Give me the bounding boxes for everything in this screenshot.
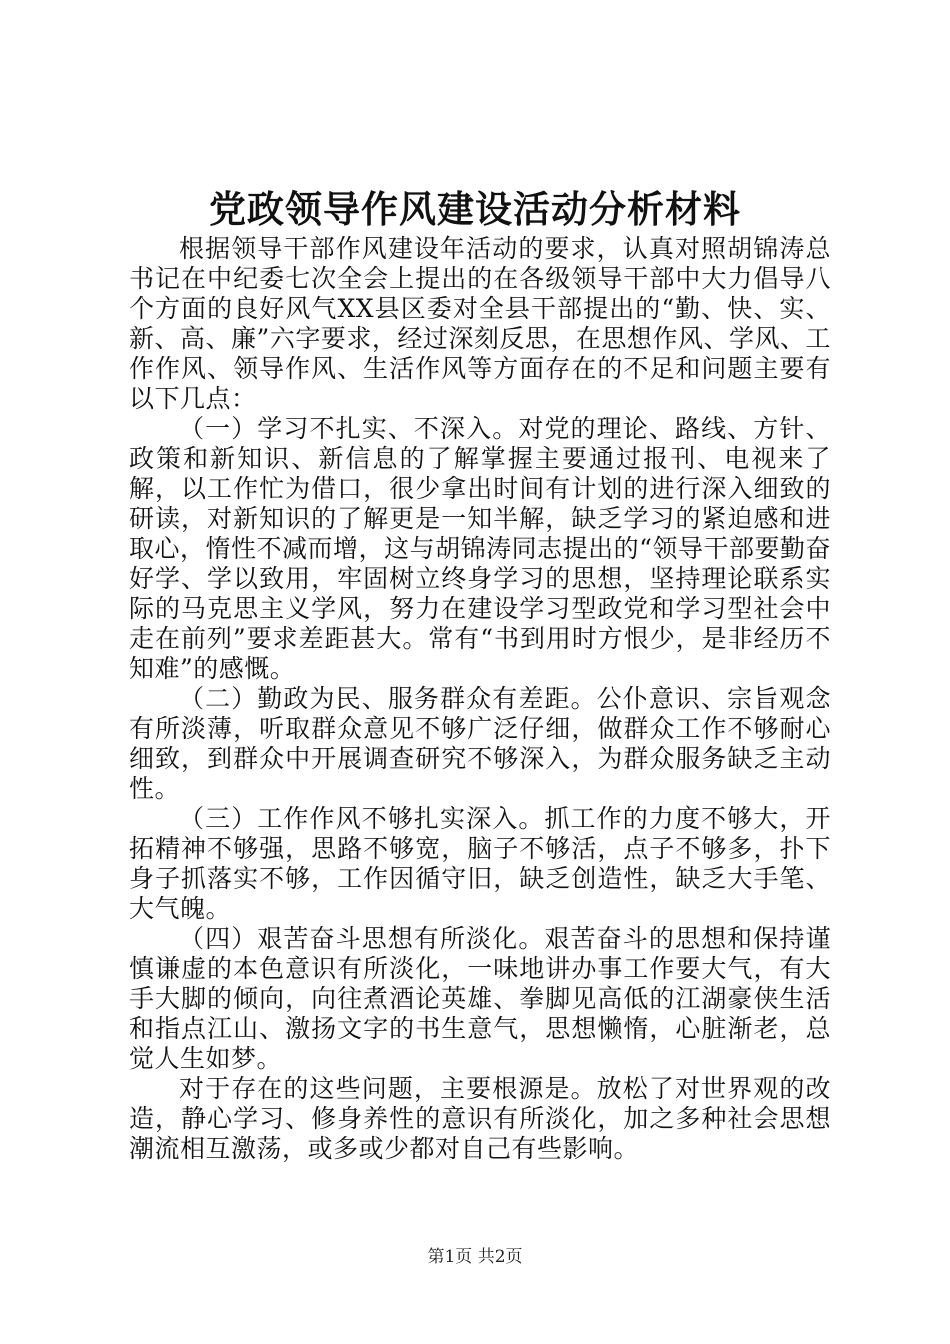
intro-paragraph: 根据领导干部作风建设年活动的要求，认真对照胡锦涛总书记在中纪委七次全会上提出的在各级领导干部中大力倡导八个方面的良好风气XX县区委对全县干部提出的“勤、快、实、新、高、廉”六字要求，经过深刻反思，在思想作风、学风、工作作风、领导作风、生活作风等方面存在的不足和问题主要有以下几点： [129,234,831,413]
section-four-paragraph: （四）艰苦奋斗思想有所淡化。艰苦奋斗的思想和保持谨慎谦虚的本色意识有所淡化，一味地讲办事工作要大气，有大手大脚的倾向，向往煮酒论英雄、拳脚见高低的江湖豪侠生活和指点江山、激扬文字的书生意气，思想懒惰，心脏渐老，总觉人生如梦。 [129,924,831,1073]
document-body [129,234,831,1164]
section-one-paragraph: （一）学习不扎实、不深入。对党的理论、路线、方针、政策和新知识、新信息的了解掌握主要通过报刊、电视来了解，以工作忙为借口，很少拿出时间有计划的进行深入细致的研读，对新知识的了解更是一知半解，缺乏学习的紧迫感和进取心，惰性不减而增，这与胡锦涛同志提出的“领导干部要勤奋好学、学以致用，牢固树立终身学习的思想，坚持理论联系实际的马克思主义学风，努力在建设学习型政党和学习型社会中走在前列”要求差距甚大。常有“书到用时方恨少，是非经历不知难”的感慨。 [129,414,831,683]
document-title: 党政领导作风建设活动分析材料 [209,187,741,231]
conclusion-paragraph: 对于存在的这些问题，主要根源是。放松了对世界观的改造，静心学习、修身养性的意识有所淡化，加之多种社会思想潮流相互激荡，或多或少都对自己有些影响。 [129,1074,831,1163]
page-number-footer: 第1页 共2页 [427,1247,523,1267]
section-two-paragraph: （二）勤政为民、服务群众有差距。公仆意识、宗旨观念有所淡薄，听取群众意见不够广泛仔细，做群众工作不够耐心细致，到群众中开展调查研究不够深入，为群众服务缺乏主动性。 [129,684,831,803]
section-three-paragraph: （三）工作作风不够扎实深入。抓工作的力度不够大，开拓精神不够强，思路不够宽，脑子不够活，点子不够多，扑下身子抓落实不够，工作因循守旧，缺乏创造性，缺乏大手笔、大气魄。 [129,804,831,923]
